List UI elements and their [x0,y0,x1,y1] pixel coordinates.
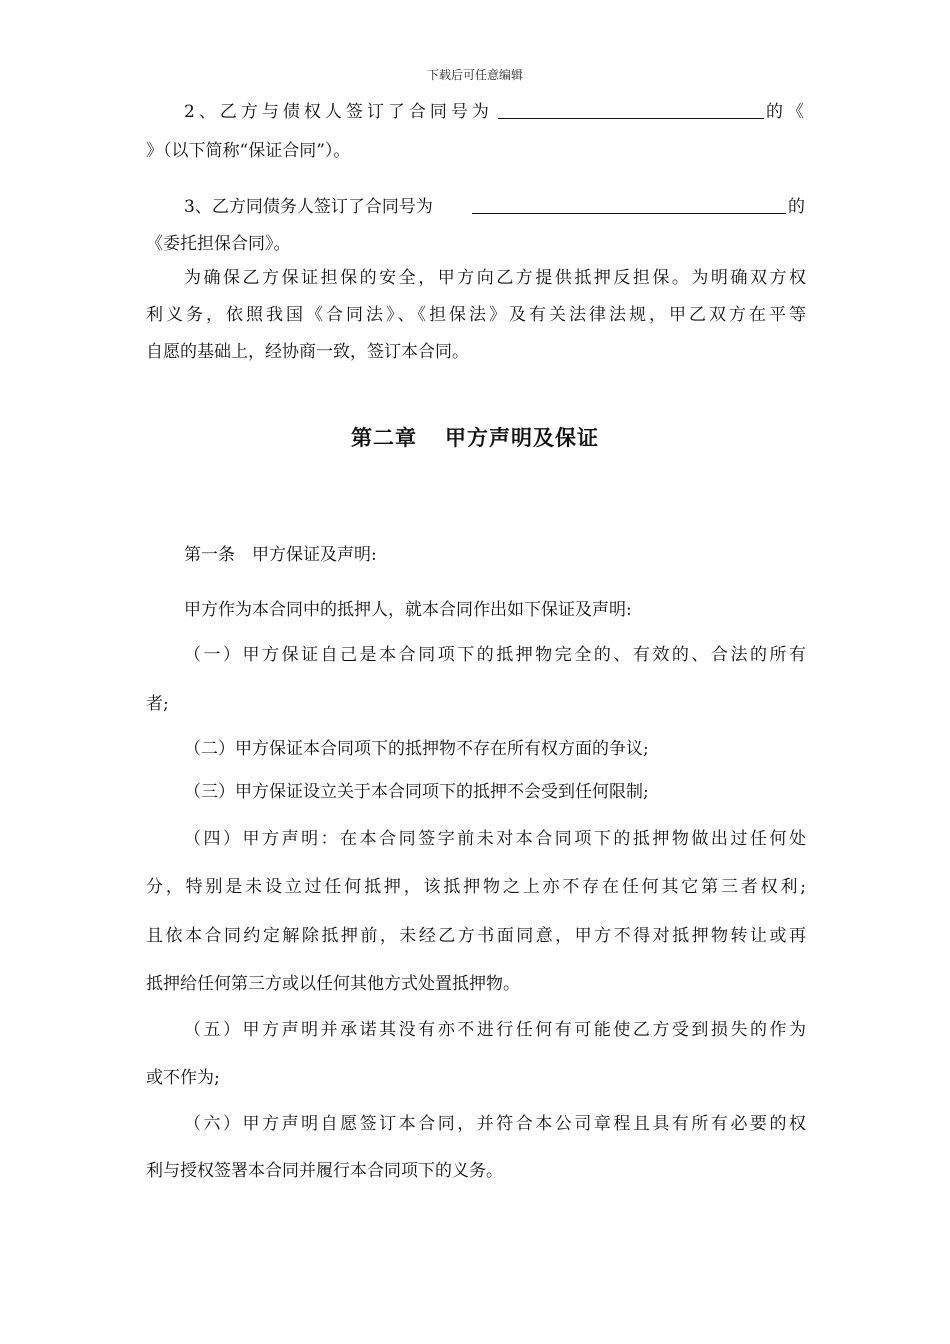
clause-4-line2: 分，特别是未设立过任何抵押，该抵押物之上亦不存在任何其它第三者权利; [146,877,809,897]
intro-item-3-text: 3、乙方同债务人签订了合同号为 [184,197,433,217]
purpose-line-2: 利义务，依照我国《合同法》、《担保法》及有关法律法规，甲乙双方在平等 [146,305,809,325]
clause-3: （三）甲方保证设立关于本合同项下的抵押不会受到任何限制; [184,782,649,802]
contract-number-blank-2 [472,197,786,214]
intro-item-2-text: 2、乙方与债权人签订了合同号为 [184,102,493,122]
intro-item-2-suffix: 的《 [766,102,808,122]
clause-6-line1: （六）甲方声明自愿签订本合同，并符合本公司章程且具有所有必要的权 [184,1114,809,1134]
chapter-number: 第二章 [351,425,417,450]
clause-1-line2: 者; [146,694,169,714]
purpose-line-1: 为确保乙方保证担保的安全，甲方向乙方提供抵押反担保。为明确双方权 [184,268,809,288]
clause-5-line2: 或不作为; [146,1068,220,1088]
chapter-title: 甲方声明及保证 [445,425,599,450]
clause-1-line1: （一）甲方保证自己是本合同项下的抵押物完全的、有效的、合法的所有 [184,645,809,665]
page-header: 下载后可任意编辑 [426,68,523,82]
article-1-lead: 甲方作为本合同中的抵押人，就本合同作出如下保证及声明: [184,600,632,620]
clause-6-line2: 利与授权签署本合同并履行本合同项下的义务。 [146,1161,503,1181]
article-1-title: 第一条 甲方保证及声明: [184,545,377,565]
clause-4-line3: 且依本合同约定解除抵押前，未经乙方书面同意，甲方不得对抵押物转让或再 [146,926,809,946]
intro-item-2-line2: 》（以下简称“保证合同”）。 [146,141,351,161]
intro-item-3-line2: 《委托担保合同》。 [146,234,291,254]
clause-4-line4: 抵押给任何第三方或以任何其他方式处置抵押物。 [146,974,520,994]
purpose-line-3: 自愿的基础上，经协商一致，签订本合同。 [146,342,469,362]
intro-item-3-suffix: 的 [788,197,805,217]
clause-2: （二）甲方保证本合同项下的抵押物不存在所有权方面的争议; [184,739,649,759]
clause-4-line1: （四）甲方声明：在本合同签字前未对本合同项下的抵押物做出过任何处 [184,829,809,849]
clause-5-line1: （五）甲方声明并承诺其没有亦不进行任何有可能使乙方受到损失的作为 [184,1020,809,1040]
chapter-heading [0,422,950,452]
contract-number-blank-1 [498,102,764,119]
